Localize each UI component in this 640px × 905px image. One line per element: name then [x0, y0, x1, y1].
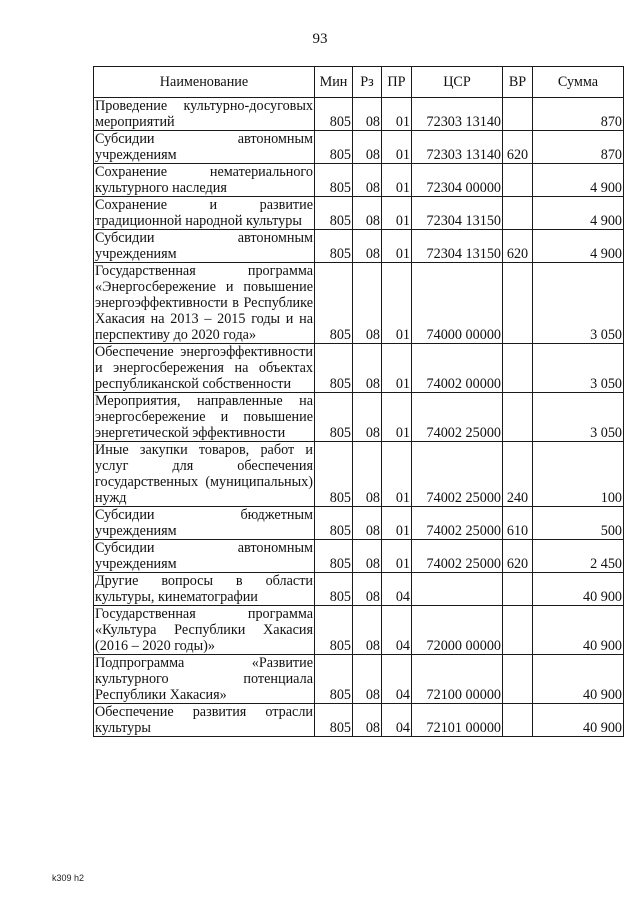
row-pr: 04 — [382, 606, 412, 655]
row-rz: 08 — [353, 704, 382, 737]
row-name: Субсидии бюджетным учреждениям — [95, 507, 313, 539]
row-min: 805 — [315, 197, 353, 230]
row-min: 805 — [315, 540, 353, 573]
row-min: 805 — [315, 655, 353, 704]
row-rz: 08 — [353, 263, 382, 344]
row-pr: 01 — [382, 197, 412, 230]
table-row — [94, 606, 624, 655]
row-rz: 08 — [353, 393, 382, 442]
row-name: Подпрограмма «Развитие культурного потенциала Республики Хакасия» — [95, 655, 313, 703]
row-min: 805 — [315, 606, 353, 655]
row-rz: 08 — [353, 344, 382, 393]
row-sum: 3 050 — [533, 263, 624, 344]
row-pr: 01 — [382, 164, 412, 197]
row-name: Другие вопросы в области культуры, кинематографии — [95, 573, 313, 605]
row-sum: 870 — [533, 131, 624, 164]
row-name: Субсидии автономным учреждениям — [95, 230, 313, 262]
row-name: Иные закупки товаров, работ и услуг для обеспечения государственных (муниципальных) нужд — [95, 442, 313, 506]
row-csr: 72303 13140 — [412, 131, 503, 164]
row-csr: 72101 00000 — [412, 704, 503, 737]
row-csr: 72304 13150 — [412, 197, 503, 230]
column-header-rz: Рз — [353, 67, 382, 98]
row-csr: 74002 25000 — [412, 507, 503, 540]
row-csr: 72304 13150 — [412, 230, 503, 263]
table-row — [94, 393, 624, 442]
row-csr: 74000 00000 — [412, 263, 503, 344]
row-min: 805 — [315, 704, 353, 737]
row-pr: 01 — [382, 540, 412, 573]
row-pr: 01 — [382, 507, 412, 540]
row-name: Обеспечение развития отрасли культуры — [95, 704, 313, 736]
row-vr: 240 — [503, 442, 533, 507]
table-header-row — [94, 67, 624, 98]
row-vr — [503, 393, 533, 442]
table-row — [94, 197, 624, 230]
table-row — [94, 131, 624, 164]
row-csr — [412, 573, 503, 606]
column-header-csr: ЦСР — [412, 67, 503, 98]
row-name: Сохранение и развитие традиционной народной культуры — [95, 197, 313, 229]
table-row — [94, 507, 624, 540]
row-pr: 01 — [382, 442, 412, 507]
row-csr: 72304 00000 — [412, 164, 503, 197]
row-vr — [503, 573, 533, 606]
row-sum: 40 900 — [533, 606, 624, 655]
row-pr: 01 — [382, 98, 412, 131]
row-min: 805 — [315, 507, 353, 540]
row-rz: 08 — [353, 442, 382, 507]
row-name: Проведение культурно-досуговых мероприятий — [95, 98, 313, 130]
row-min: 805 — [315, 442, 353, 507]
row-csr: 74002 25000 — [412, 393, 503, 442]
row-rz: 08 — [353, 98, 382, 131]
row-pr: 01 — [382, 344, 412, 393]
table-row — [94, 98, 624, 131]
row-sum: 4 900 — [533, 230, 624, 263]
row-rz: 08 — [353, 164, 382, 197]
row-rz: 08 — [353, 230, 382, 263]
row-vr — [503, 263, 533, 344]
table-row — [94, 164, 624, 197]
row-vr: 620 — [503, 540, 533, 573]
row-name: Субсидии автономным учреждениям — [95, 131, 313, 163]
table-row — [94, 704, 624, 737]
row-vr — [503, 704, 533, 737]
footer-code: k309 h2 — [52, 873, 85, 883]
row-name: Государственная программа «Культура Республики Хакасия (2016 – 2020 годы)» — [95, 606, 313, 654]
row-sum: 2 450 — [533, 540, 624, 573]
row-csr: 72100 00000 — [412, 655, 503, 704]
row-sum: 40 900 — [533, 573, 624, 606]
table-row — [94, 442, 624, 507]
row-name: Государственная программа «Энергосбережение и повышение энергоэффективности в Республике Хакасия на 2013 – 2015 годы и на перспективу до 2020 года» — [95, 263, 313, 343]
row-pr: 04 — [382, 573, 412, 606]
row-vr: 620 — [503, 230, 533, 263]
table-row — [94, 344, 624, 393]
row-pr: 01 — [382, 393, 412, 442]
row-csr: 72303 13140 — [412, 98, 503, 131]
row-rz: 08 — [353, 131, 382, 164]
row-min: 805 — [315, 263, 353, 344]
row-min: 805 — [315, 98, 353, 131]
row-vr: 620 — [503, 131, 533, 164]
row-min: 805 — [315, 230, 353, 263]
row-pr: 04 — [382, 655, 412, 704]
row-rz: 08 — [353, 573, 382, 606]
row-min: 805 — [315, 131, 353, 164]
row-csr: 74002 25000 — [412, 540, 503, 573]
table-row — [94, 263, 624, 344]
row-rz: 08 — [353, 540, 382, 573]
row-rz: 08 — [353, 507, 382, 540]
table-row — [94, 573, 624, 606]
row-csr: 72000 00000 — [412, 606, 503, 655]
column-header-vr: ВР — [503, 67, 533, 98]
table-row — [94, 655, 624, 704]
row-rz: 08 — [353, 197, 382, 230]
row-rz: 08 — [353, 655, 382, 704]
row-name: Обеспечение энергоэффективности и энергосбережения на объектах республиканской собственности — [95, 344, 313, 392]
row-vr — [503, 197, 533, 230]
row-vr — [503, 98, 533, 131]
row-pr: 01 — [382, 230, 412, 263]
row-name: Мероприятия, направленные на энергосбережение и повышение энергетической эффективности — [95, 393, 313, 441]
row-vr — [503, 344, 533, 393]
row-sum: 870 — [533, 98, 624, 131]
row-vr — [503, 655, 533, 704]
column-header-pr: ПР — [382, 67, 412, 98]
row-sum: 40 900 — [533, 655, 624, 704]
row-name: Субсидии автономным учреждениям — [95, 540, 313, 572]
row-min: 805 — [315, 164, 353, 197]
row-sum: 40 900 — [533, 704, 624, 737]
row-sum: 3 050 — [533, 393, 624, 442]
row-csr: 74002 00000 — [412, 344, 503, 393]
row-vr — [503, 164, 533, 197]
row-sum: 500 — [533, 507, 624, 540]
column-header-min: Мин — [315, 67, 353, 98]
row-pr: 01 — [382, 263, 412, 344]
table-row — [94, 230, 624, 263]
table-row — [94, 540, 624, 573]
budget-table — [93, 66, 624, 737]
column-header-name: Наименование — [94, 67, 315, 98]
row-pr: 01 — [382, 131, 412, 164]
column-header-sum: Сумма — [533, 67, 624, 98]
row-sum: 100 — [533, 442, 624, 507]
row-vr: 610 — [503, 507, 533, 540]
page-number: 93 — [312, 31, 328, 47]
row-csr: 74002 25000 — [412, 442, 503, 507]
row-pr: 04 — [382, 704, 412, 737]
row-sum: 3 050 — [533, 344, 624, 393]
row-vr — [503, 606, 533, 655]
row-sum: 4 900 — [533, 197, 624, 230]
row-min: 805 — [315, 573, 353, 606]
row-rz: 08 — [353, 606, 382, 655]
row-name: Сохранение нематериального культурного наследия — [95, 164, 313, 196]
row-sum: 4 900 — [533, 164, 624, 197]
row-min: 805 — [315, 393, 353, 442]
row-min: 805 — [315, 344, 353, 393]
